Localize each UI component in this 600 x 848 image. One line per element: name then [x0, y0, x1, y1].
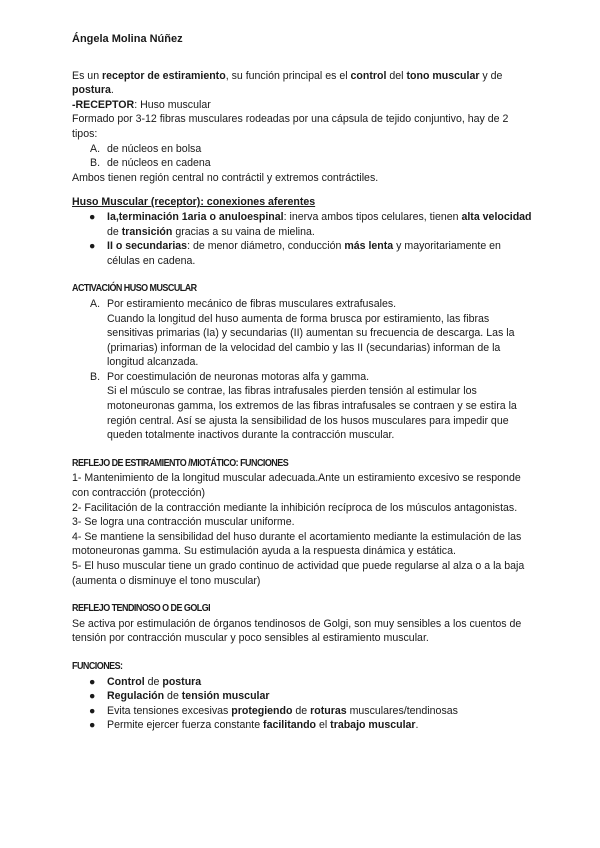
formado-paragraph: Formado por 3-12 fibras musculares rodeadas por una cápsula de tejido conjuntivo, hay de 2 tipos:	[72, 113, 509, 140]
activacion-list	[72, 297, 532, 443]
bullet-icon: ●	[89, 240, 96, 253]
funcion-item: 1- Mantenimiento de la longitud muscular adecuada.Ante un estiramiento excesivo se responde con contracción (protección)	[72, 472, 521, 500]
reflejo-miotatico-heading: REFLEJO DE ESTIRAMIENTO /MIOTÁTICO: FUNCIONES	[72, 457, 289, 469]
funciones-heading: FUNCIONES:	[72, 660, 123, 672]
list-item: ● Control de postura	[89, 675, 202, 688]
list-item: A. de núcleos en bolsa	[90, 142, 202, 155]
list-item: A. Por estiramiento mecánico de fibras musculares extrafusales. Cuando la longitud del huso aumenta de forma brusca por estiramiento, las fibras sensitivas primarias (Ia) y secundarias (II) aumentan su frecuencia de descarga. Las la (primarias) informan de la velocidad del cambio y las II (secundarias) informan de la longitud alcanzada.	[90, 297, 515, 369]
bullet-icon: ●	[89, 675, 96, 688]
funciones-list	[72, 675, 532, 733]
intro-paragraph: Es un receptor de estiramiento, su función principal es el control del tono muscular y de postura.	[72, 69, 503, 97]
bullet-icon: ●	[89, 690, 96, 703]
bullet-icon: ●	[89, 719, 96, 732]
list-item: ● Regulación de tensión muscular	[89, 690, 270, 703]
funcion-item: 5- El huso muscular tiene un grado continuo de actividad que puede regularse al alza o a la baja (aumenta o disminuye el tono muscular)	[72, 560, 525, 587]
author-name: Ángela Molina Núñez	[72, 33, 183, 45]
list-item: ● II o secundarias: de menor diámetro, conducción más lenta y mayoritariamente en células en cadena.	[89, 240, 501, 267]
aferentes-list	[72, 210, 532, 268]
funcion-item: 2- Facilitación de la contracción mediante la inhibición recíproca de los músculos antagonistas.	[72, 501, 518, 514]
receptor-line: -RECEPTOR: Huso muscular	[72, 98, 211, 111]
activacion-heading: ACTIVACIÓN HUSO MUSCULAR	[72, 283, 197, 295]
funcion-item: 4- Se mantiene la sensibilidad del huso durante el acortamiento mediante la estimulación de las motoneuronas gamma. Su estimulación ayuda a la respuesta dinámica y estática.	[72, 530, 522, 558]
aferentes-heading: Huso Muscular (receptor): conexiones aferentes	[72, 196, 316, 209]
ambos-paragraph: Ambos tienen región central no contráctil y extremos contráctiles.	[72, 171, 379, 184]
bullet-icon: ●	[89, 210, 96, 223]
bullet-icon: ●	[89, 704, 96, 717]
tipos-list	[72, 142, 532, 171]
funcion-item: 3- Se logra una contracción muscular uniforme.	[72, 516, 295, 529]
document-page	[72, 32, 532, 733]
golgi-heading: REFLEJO TENDINOSO O DE GOLGI	[72, 603, 211, 615]
list-item: ● Ia,terminación 1aria o anuloespinal: inerva ambos tipos celulares, tienen alta velocidad de transición gracias a su vaina de mielina.	[89, 210, 532, 238]
list-item: B. Por coestimulación de neuronas motoras alfa y gamma. Si el músculo se contrae, las fibras intrafusales pierden tensión al estimular los motoneuronas gamma, los extremos de las fibras intrafusales se contraen y se estira la región central. Así se ajusta la sensibilidad de los husos musculares para impedir que queden totalmente inactivos durante la contracción muscular.	[90, 370, 517, 442]
golgi-paragraph: Se activa por estimulación de órganos tendinosos de Golgi, son muy sensibles a los cuentos de tensión por contracción muscular y poco sensibles al estiramiento muscular.	[72, 617, 522, 645]
list-item: ● Evita tensiones excesivas protegiendo de roturas musculares/tendinosas	[89, 704, 458, 717]
list-item: ● Permite ejercer fuerza constante facilitando el trabajo muscular.	[89, 719, 419, 732]
list-item: B. de núcleos en cadena	[90, 157, 211, 170]
